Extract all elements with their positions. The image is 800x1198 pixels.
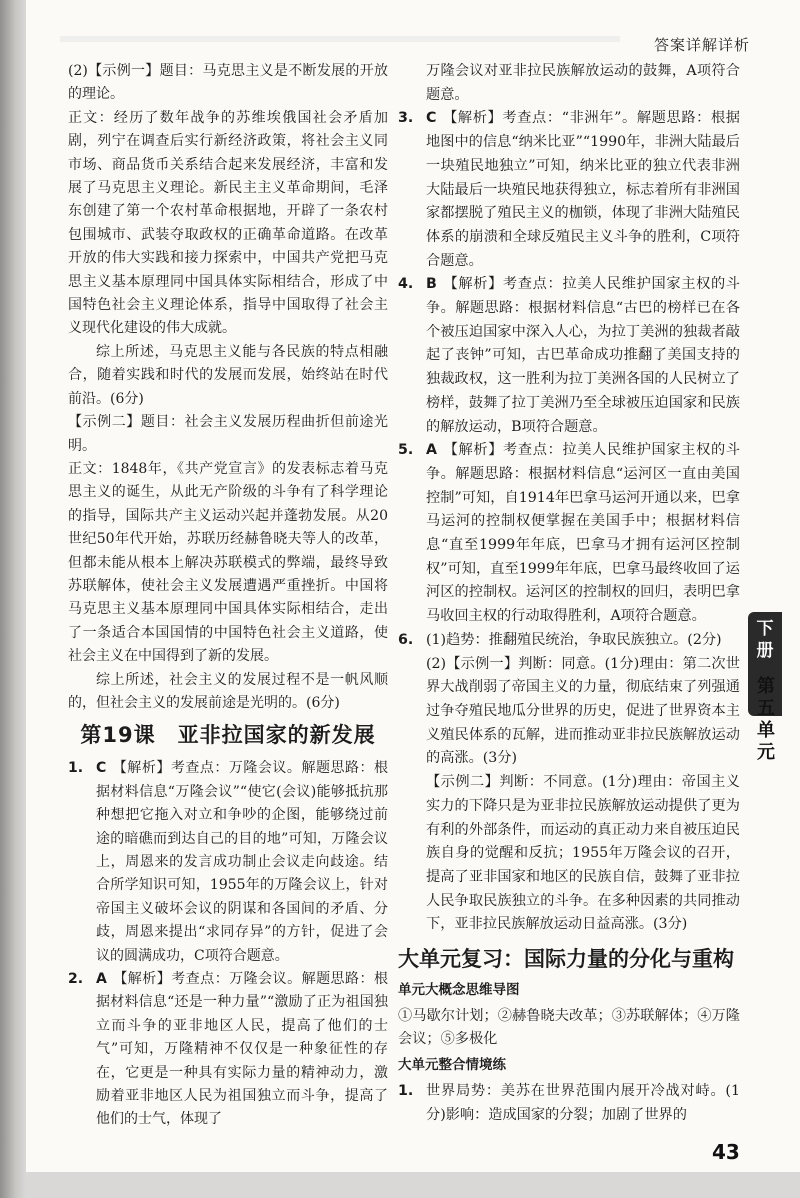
answer-text: 【解析】考查点：拉美人民维护国家主权的斗争。解题思路：根据材料信息“古巴的榜样已在各个被压迫国家中深入人心，为拉丁美洲的独裁者敲起了丧钟”可知，古巴革命成功推翻了美国支持的独裁政权，这一胜利为拉丁美洲各国的人民树立了榜样，鼓舞了拉丁美洲乃至全球被压迫国家和民族的解放运动，B项符合题意。 xyxy=(426,276,740,435)
volume-label: 下 册 xyxy=(756,619,774,661)
header-bar xyxy=(60,36,620,42)
item-number: 1. xyxy=(398,1082,414,1099)
example2-title: 【示例二】题目：社会主义发展历程曲折但前途光明。 xyxy=(68,414,388,454)
left-column xyxy=(68,60,388,1132)
answer-part-1: (1)趋势：推翻殖民统治，争取民族独立。(2分) xyxy=(426,631,722,648)
answer-letter: C xyxy=(96,760,107,777)
answer-item-5 xyxy=(398,439,740,629)
answer-text: 世界局势：美苏在世界范围内展开冷战对峙。(1分)影响：造成国家的分裂；加剧了世界的 xyxy=(426,1082,740,1123)
concept-map-answers: ①马歇尔计划；②赫鲁晓夫改革；③苏联解体；④万隆会议；⑤多极化 xyxy=(398,1007,740,1048)
lesson-title: 第19课 亚非拉国家的新发展 xyxy=(80,723,376,748)
answer-letter: A xyxy=(426,442,437,459)
page-gutter-shadow xyxy=(0,0,26,1198)
header-label: 答案详解详析 xyxy=(653,36,750,54)
example1-summary: 综上所述，马克思主义能与各民族的特点相融合，随着实践和时代的发展而发展，始终站在时代前沿。(6分) xyxy=(68,343,388,407)
answer-text: 【解析】考查点：万隆会议。解题思路：根据材料信息“还是一种力量”“激励了正为祖国独立而斗争的亚非地区人民，提高了他们的士气”可知，万隆精神不仅仅是一种象征性的存在，它更是一种具有实际力量的精神动力，激励着亚非地区人民为祖国独立而斗争，提高了他们的士气，体现了 xyxy=(96,971,388,1128)
example2-summary: 综上所述，社会主义的发展过程不是一帆风顺的，但社会主义的发展前途是光明的。(6分) xyxy=(68,671,388,711)
concept-map-heading: 单元大概念思维导图 xyxy=(398,982,520,999)
item-number: 1. xyxy=(68,760,84,777)
scenario-item-1 xyxy=(398,1080,740,1127)
answer-text: 【解析】考查点：万隆会议。解题思路：根据材料信息“万隆会议”“使它(会议)能够抵抗那种想把它拖入对立和争吵的企图，能够绕过前途的暗礁而到达自己的目的地”可知，万隆会议上，周恩来的发言成功制止会议走向歧途。结合所学知识可知，1955年的万隆会议上，针对帝国主义破坏会议的阴谋和各国间的矛盾、分歧，周恩来提出“求同存异”的方针，促进了会议的圆满成功，C项符合题意。 xyxy=(96,760,388,964)
page-number: 43 xyxy=(712,1140,740,1164)
answer-text: 【解析】考查点：“非洲年”。解题思路：根据地图中的信息“纳米比亚”“1990年，非洲大陆最后一块殖民地独立”可知，纳米比亚的独立代表非洲大陆最后一块殖民地获得独立，标志着所有非洲国家都摆脱了殖民主义的枷锁，体现了非洲大陆殖民体系的崩溃和全球反殖民主义斗争的胜利，C项符合题意。 xyxy=(426,110,740,269)
answer-part-2: (2)【示例一】判断：同意。(1分)理由：第二次世界大战削弱了帝国主义的力量，彻底结束了列强通过争夺殖民地瓜分世界的历史，促进了世界资本主义殖民体系的瓦解，进而推动亚非拉民族解放运动的高涨。(3分) xyxy=(426,655,740,767)
answer-item-6 xyxy=(398,629,740,653)
right-column xyxy=(398,60,740,1127)
answer-text: 【解析】考查点：拉美人民维护国家主权的斗争。解题思路：根据材料信息“运河区一直由美国控制”可知，自1914年巴拿马运河开通以来，巴拿马运河的控制权便掌握在美国手中；根据材料信息“直至1999年年底，巴拿马才拥有运河区控制权”可知，直至1999年年底，巴拿马最终收回了运河区的控制权。运河区的控制权的回归，表明巴拿马收回主权的行动取得胜利，A项符合题意。 xyxy=(426,442,740,625)
example1-title: (2)【示例一】题目：马克思主义是不断发展的开放的理论。 xyxy=(68,63,388,103)
example2-body: 正文：1848年，《共产党宣言》的发表标志着马克思主义的诞生，从此无产阶级的斗争有了科学理论的指导，国际共产主义运动兴起并蓬勃发展。从20世纪50年代开始，苏联历经赫鲁晓夫等人的改革，但都未能从根本上解决苏联模式的弊端，最终导致苏联解体，使社会主义发展遭遇严重挫折。中国将马克思主义基本原理同中国具体实际相结合，走出了一条适合本国国情的中国特色社会主义道路，使社会主义在中国得到了新的发展。 xyxy=(68,460,388,665)
scenario-practice-heading: 大单元整合情境练 xyxy=(398,1057,506,1074)
answer-part-3: 【示例二】判断：不同意。(1分)理由：帝国主义实力的下降只是为亚非拉民族解放运动提供了更为有利的外部条件，而运动的真正动力来自被压迫民族自身的觉醒和反抗；1955年万隆会议的召开，提高了亚非国家和地区的民族自信，鼓舞了亚非拉人民争取民族独立的斗争。在多种因素的共同推动下，亚非拉民族解放运动日益高涨。(3分) xyxy=(426,774,740,933)
unit-review-title: 大单元复习：国际力量的分化与重构 xyxy=(398,947,734,972)
item-number: 5. xyxy=(398,442,414,459)
unit-side-label: 第 五 单 元 xyxy=(757,676,775,763)
item-number: 4. xyxy=(398,276,414,293)
item-number: 3. xyxy=(398,110,414,127)
answer-item-2 xyxy=(68,968,388,1132)
answer-item-6-part-2 xyxy=(398,653,740,772)
answer-letter: C xyxy=(426,110,437,127)
example1-body: 正文：经历了数年战争的苏维埃俄国社会矛盾加剧，列宁在调查后实行新经济政策，将社会主义同市场、商品货币关系结合起来发展经济，丰富和发展了马克思主义理论。新民主主义革命期间，毛泽东创建了第一个农村革命根据地，开辟了一条农村包围城市、武装夺取政权的正确革命道路。在改革开放的伟大实践和接力探索中，中国共产党把马克思主义基本原理同中国具体实际相结合，形成了中国特色社会主义理论体系，指导中国取得了社会主义现代化建设的伟大成就。 xyxy=(68,109,388,337)
answer-letter: A xyxy=(96,971,107,988)
item-number: 2. xyxy=(68,971,84,988)
answer-text: 万隆会议对亚非拉民族解放运动的鼓舞，A项符合题意。 xyxy=(426,63,740,103)
page-header xyxy=(60,14,750,52)
answer-item-6-part-3 xyxy=(398,771,740,937)
answer-item-4 xyxy=(398,273,740,439)
answer-item-3 xyxy=(398,107,740,273)
answer-item-2-continued xyxy=(398,60,740,107)
answer-letter: B xyxy=(426,276,437,293)
answer-item-1 xyxy=(68,757,388,968)
item-number: 6. xyxy=(398,631,414,648)
